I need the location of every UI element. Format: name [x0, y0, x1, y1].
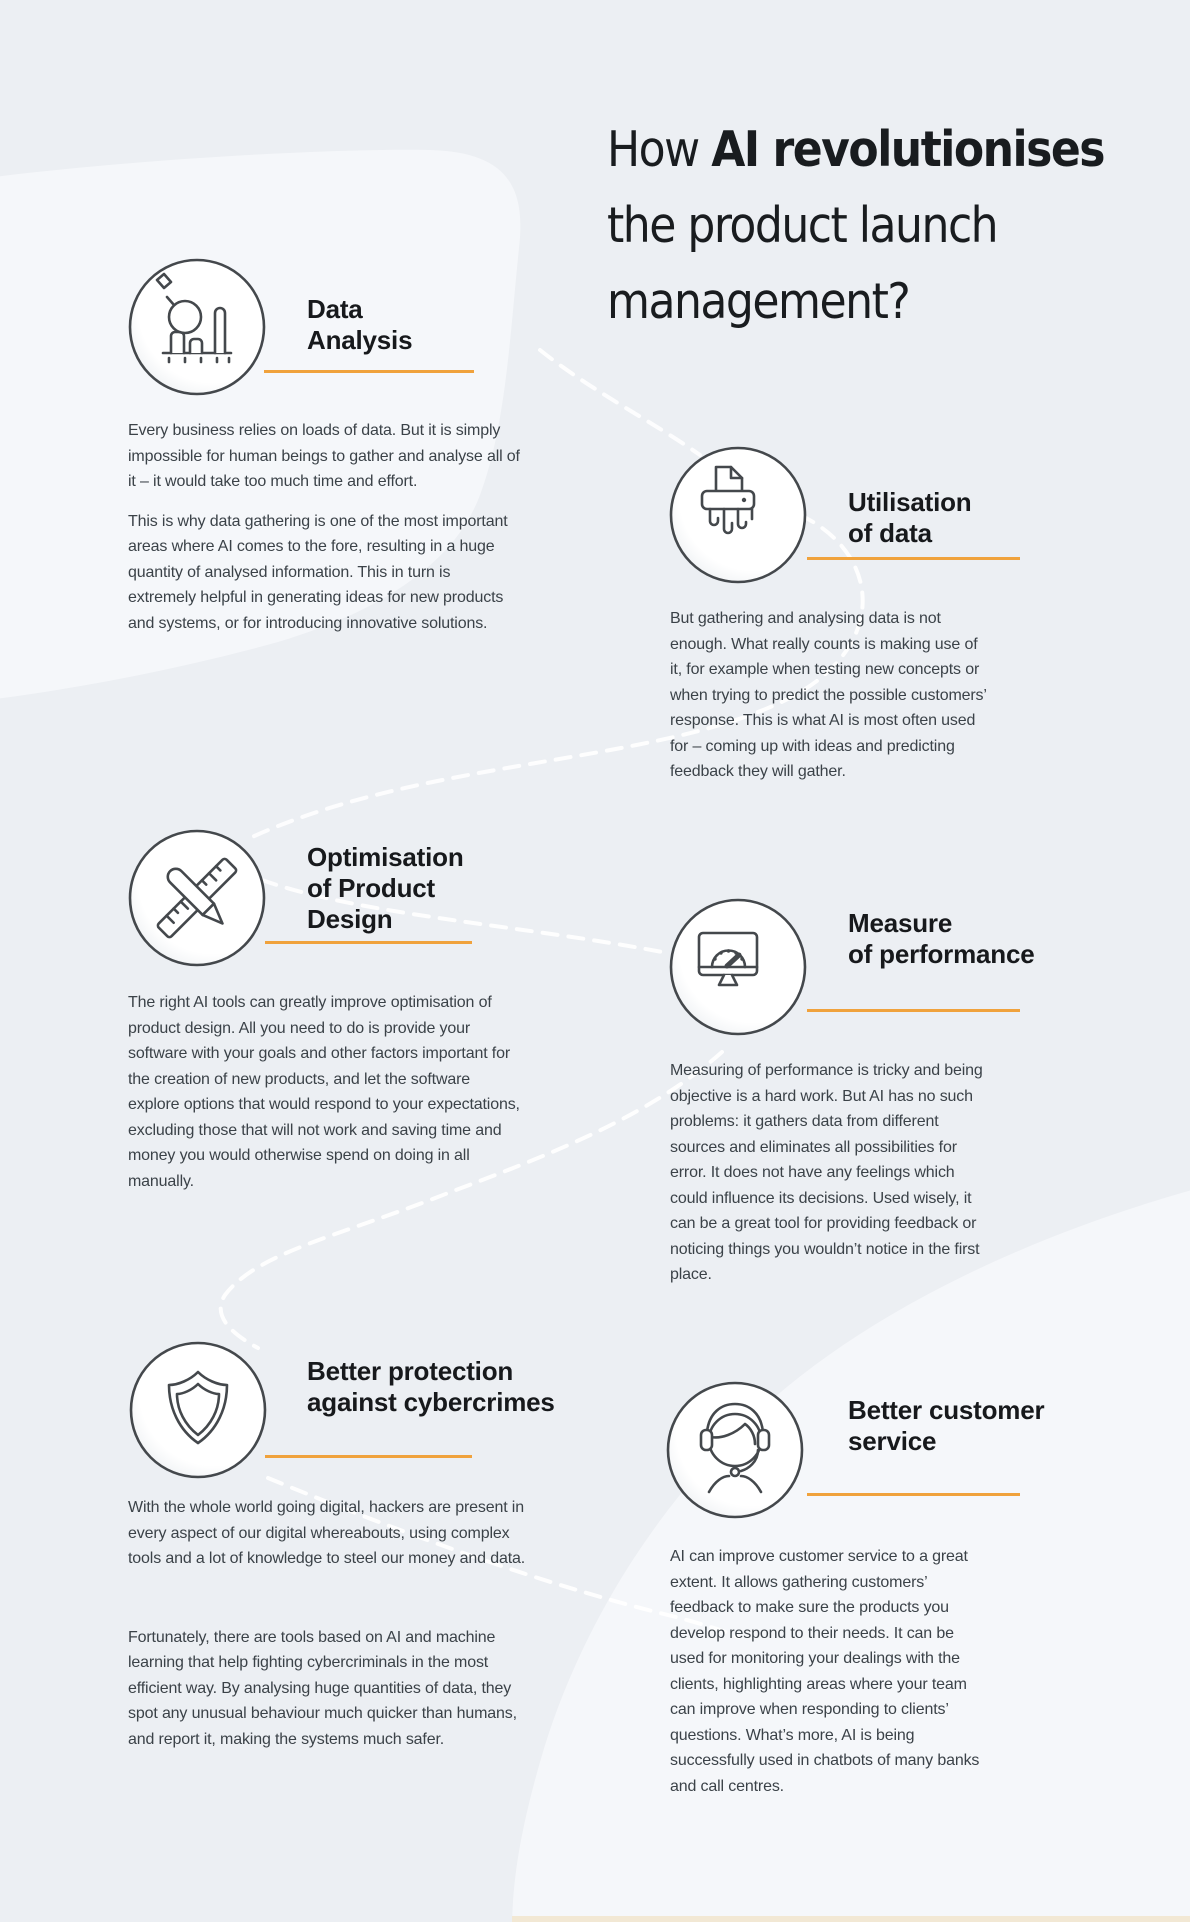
- title-line-3: management?: [607, 273, 910, 330]
- body-paragraph: With the whole world going digital, hackers are present in every aspect of our digital whereabouts, using complex tools and a lot of knowledge to steel our money and data.: [128, 1499, 526, 1567]
- section-body: [128, 990, 520, 1194]
- section-body: [128, 1495, 526, 1752]
- section-body: [670, 1058, 992, 1288]
- ruler-pencil-icon: [127, 828, 267, 968]
- heading-line: Optimisation: [307, 842, 464, 872]
- body-paragraph: Measuring of performance is tricky and being objective is a hard work. But AI has no such problems: it gathers data from different sources and eliminates all possibilities for error. It does not have any feelings which could influence its decisions. Used wisely, it can be a great tool for providing feedback or noticing things you wouldn’t notice in the first place.: [670, 1062, 983, 1283]
- headset-agent-icon: [665, 1380, 805, 1520]
- title-highlight: AI revolutionises: [711, 121, 1105, 178]
- orange-underline: [807, 1009, 1020, 1012]
- heading-line: Utilisation: [848, 487, 972, 517]
- body-paragraph: Fortunately, there are tools based on AI and machine learning that help fighting cybercriminals in the most efficient way. By analysing huge quantities of data, they spot any unusual behaviour much quicker than humans, and report it, making the systems much safer.: [128, 1628, 517, 1748]
- title-prefix: How: [607, 121, 712, 178]
- shield-icon: [128, 1340, 268, 1480]
- body-paragraph: The right AI tools can greatly improve optimisation of product design. All you need to do is provide your software with your goals and other factors important for the creation of new products, and let the software explore options that would respond to your expectations, excluding those that will not work and saving time and money you would otherwise spend on doing in all manually.: [128, 994, 520, 1190]
- section-heading: [307, 1356, 555, 1418]
- heading-line: Data: [307, 294, 363, 324]
- heading-line: Measure: [848, 908, 953, 938]
- section-heading: [307, 294, 412, 356]
- section-body: [670, 1544, 992, 1799]
- orange-underline: [264, 370, 474, 373]
- heading-line: Better protection: [307, 1356, 514, 1386]
- section-heading: [848, 1395, 1044, 1457]
- body-paragraph: This is why data gathering is one of the most important areas where AI comes to the fore, resulting in a huge quantity of analysed information. This in turn is extremely helpful in generating ideas for new products and systems, or for introducing innovative solutions.: [128, 512, 508, 632]
- heading-line: of data: [848, 518, 932, 548]
- heading-line: Analysis: [307, 325, 413, 355]
- section-body: [670, 606, 992, 785]
- page-title: [607, 112, 1167, 340]
- heading-line: service: [848, 1426, 937, 1456]
- paper-shredder-icon: [668, 445, 808, 585]
- heading-line: Design: [307, 904, 393, 934]
- orange-underline: [807, 1493, 1020, 1496]
- orange-underline: [265, 941, 472, 944]
- bar-chart-magnifier-icon: [127, 257, 267, 397]
- section-heading: [848, 908, 1034, 970]
- section-body: [128, 418, 520, 636]
- section-heading: [848, 487, 971, 549]
- section-heading: [307, 842, 464, 935]
- orange-underline: [807, 557, 1020, 560]
- orange-underline: [265, 1455, 472, 1458]
- heading-line: of Product: [307, 873, 435, 903]
- heading-line: against cybercrimes: [307, 1387, 555, 1417]
- body-paragraph: AI can improve customer service to a great extent. It allows gathering customers’ feedback to make sure the products you develop respond to their needs. It can be used for monitoring your dealings with the clients, highlighting areas where your team can improve when responding to clients’ questions. What’s more, AI is being successfully used in chatbots of many banks and call centres.: [670, 1548, 980, 1795]
- body-paragraph: But gathering and analysing data is not enough. What really counts is making use of it, for example when testing new concepts or when trying to predict the possible customers’ response. This is what AI is most often used for – coming up with ideas and predicting feedback they will gather.: [670, 610, 987, 780]
- gauge-monitor-icon: [668, 897, 808, 1037]
- title-line-1: [607, 112, 1167, 188]
- heading-line: Better customer: [848, 1395, 1045, 1425]
- body-paragraph: Every business relies on loads of data. But it is simply impossible for human beings to gather and analyse all of it – it would take too much time and effort.: [128, 422, 520, 490]
- title-line-2: the product launch: [607, 197, 998, 254]
- heading-line: of performance: [848, 939, 1035, 969]
